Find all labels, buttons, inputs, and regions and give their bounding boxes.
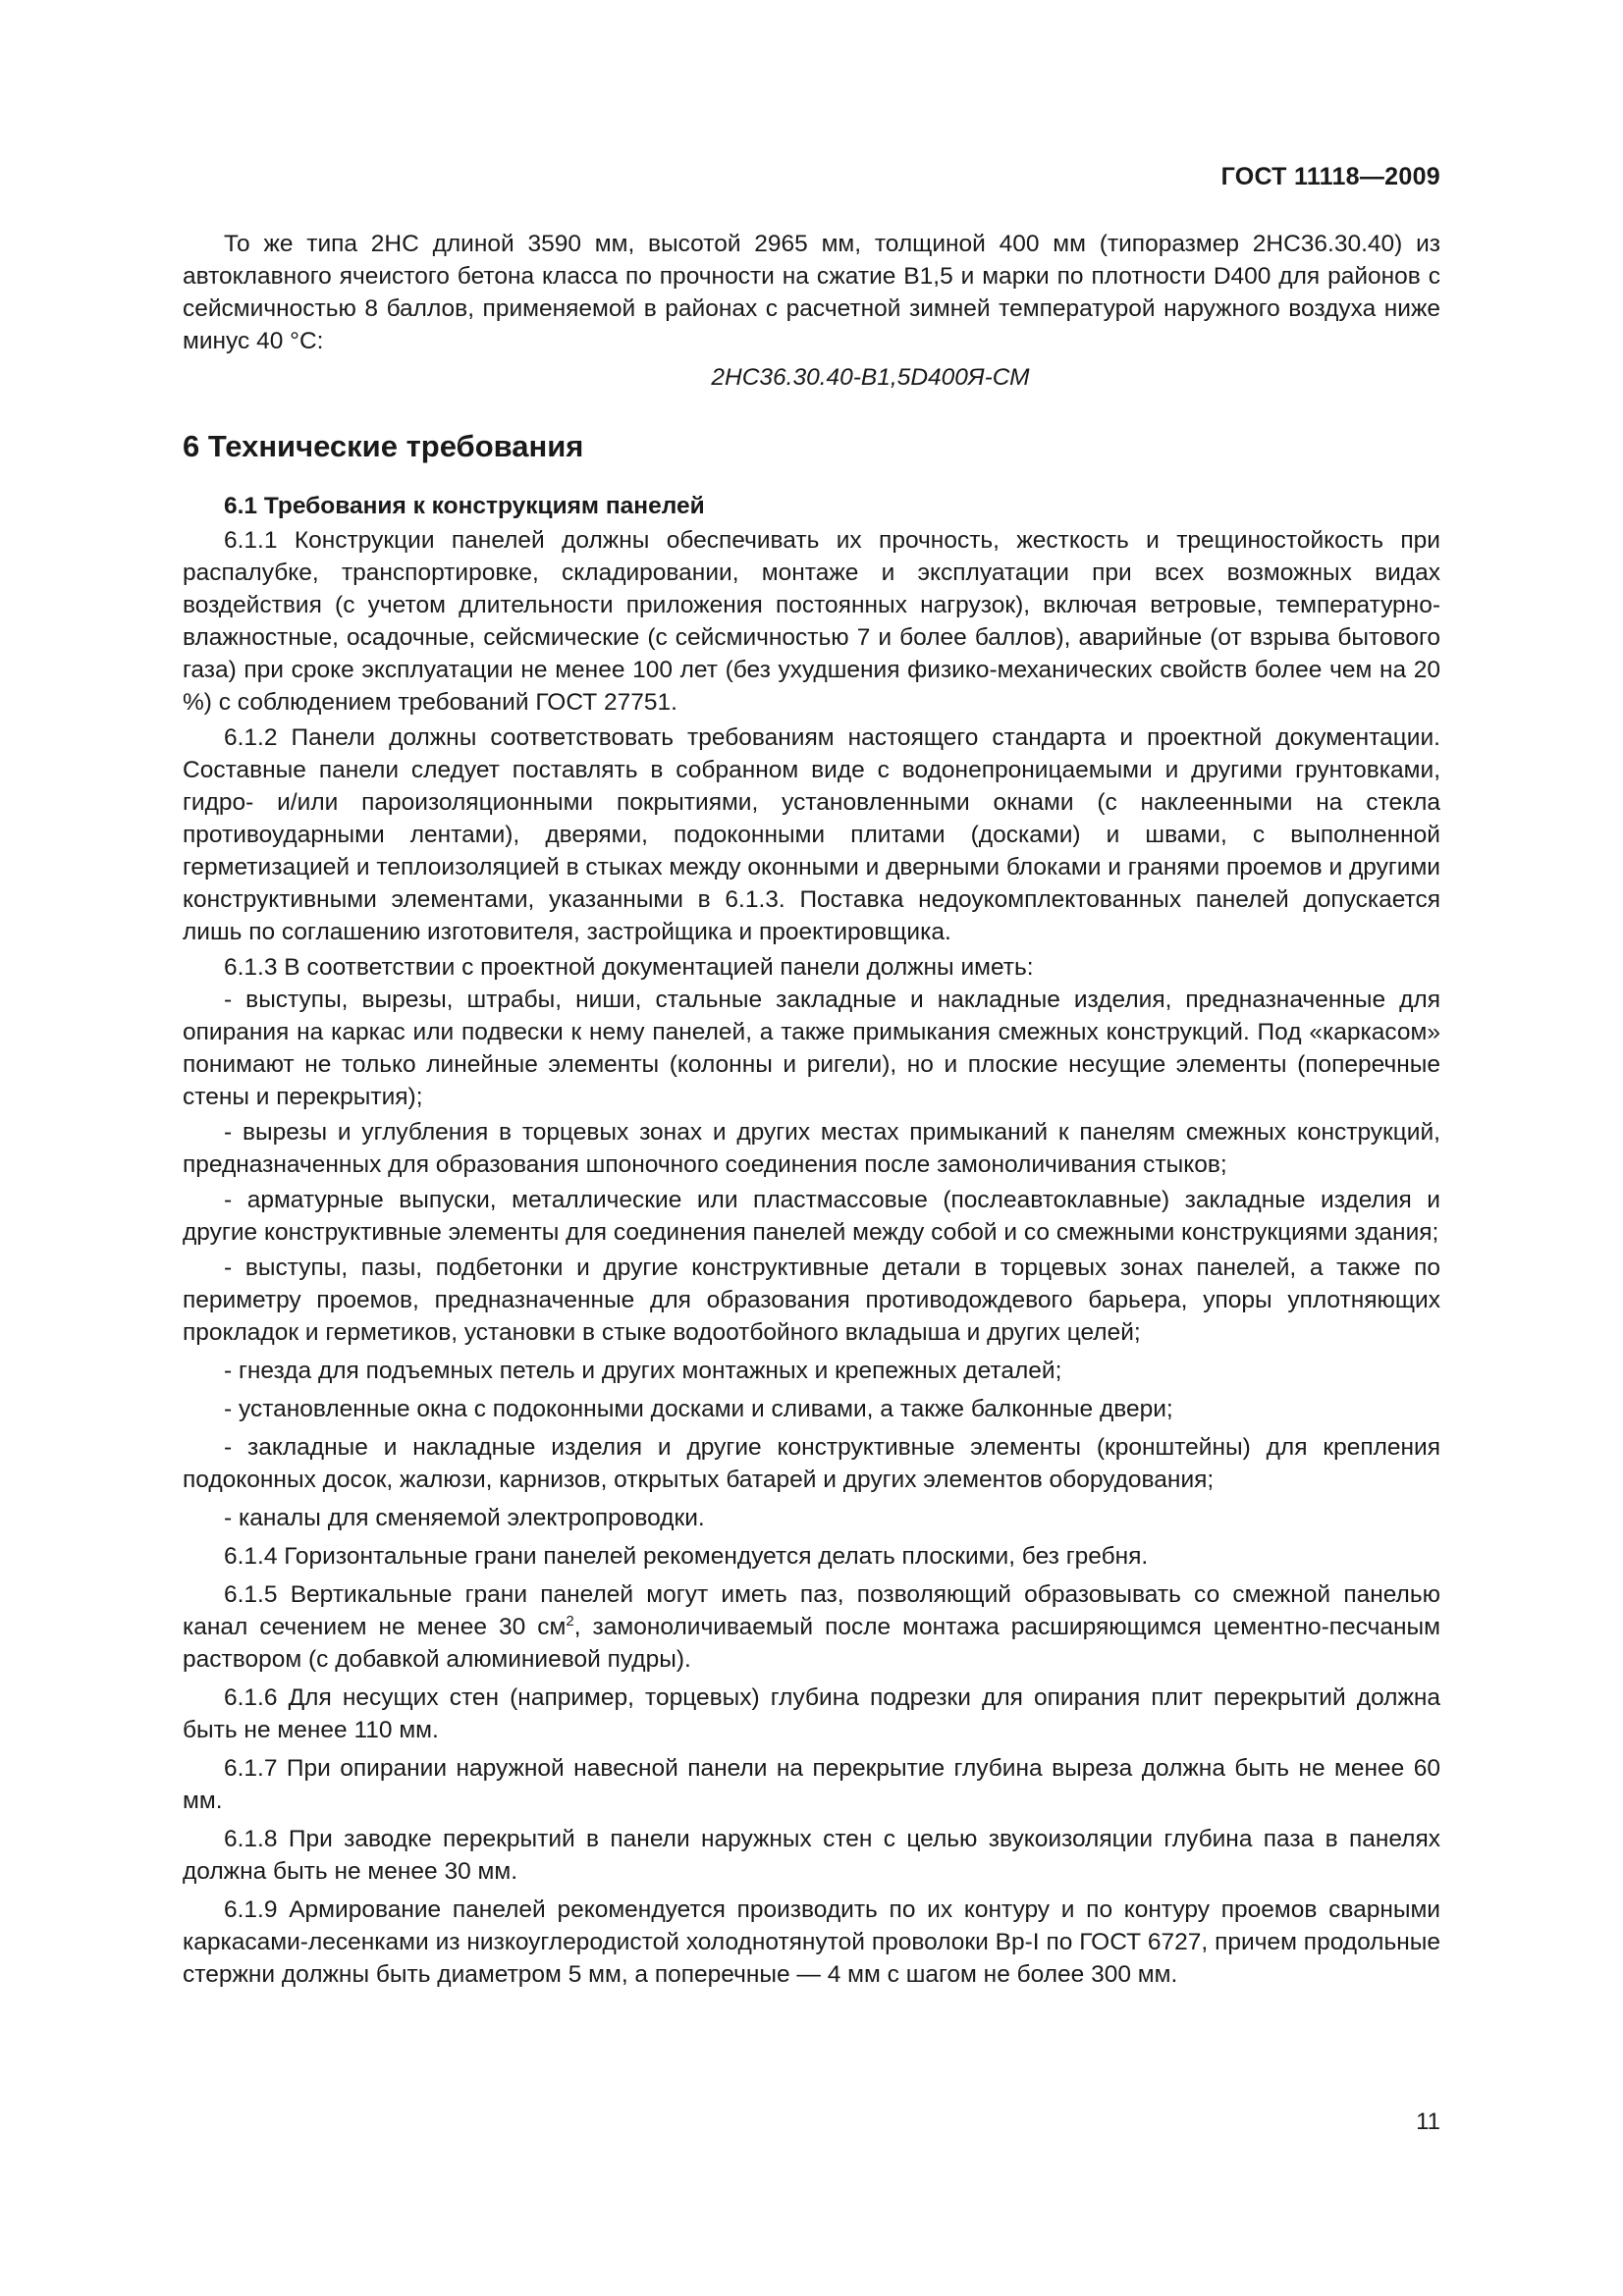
paragraph-6-1-7: 6.1.7 При опирании наружной навесной панели на перекрытие глубина выреза должна быть не менее 60 мм. [183,1755,1440,1814]
list-item: - вырезы и углубления в торцевых зонах и других местах примыканий к панелям смежных конструкций, предназначенных для образования шпоночного соединения после замоноличивания стыков; [183,1119,1440,1178]
paragraph-6-1-1: 6.1.1 Конструкции панелей должны обеспечивать их прочность, жесткость и трещиностойкость при распалубке, транспортировке, складировании, монтаже и эксплуатации при всех возможных видах воздействия (с учетом длительности приложения постоянных нагрузок), включая ветровые, температурно-влажностные, осадочные, сейсмические (с сейсмичностью 7 и более баллов), аварийные (от взрыва бытового газа) при сроке эксплуатации не менее 100 лет (без ухудшения физико-механических свойств более чем на 20 %) с соблюдением требований ГОСТ 27751. [183,527,1440,716]
paragraph-6-1-6: 6.1.6 Для несущих стен (например, торцевых) глубина подрезки для опирания плит перекрытий должна быть не менее 110 мм. [183,1684,1440,1743]
page-content [183,228,1440,1991]
list-item: - установленные окна с подоконными досками и сливами, а также балконные двери; [224,1396,1173,1422]
paragraph-6-1-3: 6.1.3 В соответствии с проектной документацией панели должны иметь: [224,954,1034,981]
document-code: ГОСТ 11118—2009 [1220,163,1440,190]
paragraph-6-1-4: 6.1.4 Горизонтальные грани панелей рекомендуется делать плоскими, без гребня. [224,1543,1149,1570]
list-item: - выступы, пазы, подбетонки и другие конструктивные детали в торцевых зонах панелей, а также по периметру проемов, предназначенные для образования противодождевого барьера, упоры уплотняющих прокладок и герметиков, установки в стыке водоотбойного вкладыша и других целей; [183,1255,1440,1346]
section-title: 6 Технические требования [183,429,584,463]
paragraph-6-1-2: 6.1.2 Панели должны соответствовать требованиям настоящего стандарта и проектной документации. Составные панели следует поставлять в собранном виде с водонепроницаемыми и другими грунтовками, гидро- и/или пароизоляционными покрытиями, установленными окнами (с наклеенными на стекла противоударными лентами), дверями, подоконными плитами (досками) и швами, с выполненной герметизацией и теплоизоляцией в стыках между оконными и дверными блоками и гранями проемов и другими конструктивными элементами, указанными в 6.1.3. Поставка недоукомплектованных панелей допускается лишь по соглашению изготовителя, застройщика и проектировщика. [183,724,1440,945]
list-item: - гнезда для подъемных петель и других монтажных и крепежных деталей; [224,1358,1062,1384]
subsection-title: 6.1 Требования к конструкциям панелей [224,493,705,519]
list-item: - арматурные выпуски, металлические или пластмассовые (послеавтоклавные) закладные изделия и другие конструктивные элементы для соединения панелей между собой и со смежными конструкциями здания; [183,1187,1440,1246]
list-item: - выступы, вырезы, штрабы, ниши, стальные закладные и накладные изделия, предназначенные для опирания на каркас или подвески к нему панелей, а также примыкания смежных конструкций. Под «каркасом» понимают не только линейные элементы (колонны и ригели), но и плоские несущие элементы (поперечные стены и перекрытия); [183,987,1440,1110]
paragraph-6-1-8: 6.1.8 При заводке перекрытий в панели наружных стен с целью звукоизоляции глубина паза в панелях должна быть не менее 30 мм. [183,1826,1440,1885]
intro-paragraph: То же типа 2НС длиной 3590 мм, высотой 2965 мм, толщиной 400 мм (типоразмер 2НС36.30.40) из автоклавного ячеистого бетона класса по прочности на сжатие В1,5 и марки по плотности D400 для районов с сейсмичностью 8 баллов, применяемой в районах с расчетной зимней температурой наружного воздуха ниже минус 40 °С: [183,231,1440,354]
page-number: 11 [1416,2109,1440,2135]
paragraph-6-1-9: 6.1.9 Армирование панелей рекомендуется производить по их контуру и по контуру проемов сварными каркасами-лесенками из низкоуглеродистой холоднотянутой проволоки Вр-I по ГОСТ 6727, причем продольные стержни должны быть диаметром 5 мм, а поперечные — 4 мм с шагом не более 300 мм. [183,1896,1440,1988]
list-item: - каналы для сменяемой электропроводки. [224,1505,705,1531]
superscript: 2 [566,1612,574,1629]
paragraph-6-1-5-text-b: , замоноличиваемый после монтажа расширяющимся цементно-песчаным раствором (с добавкой алюминиевой пудры). [183,1614,1440,1673]
designation-example: 2НС36.30.40-В1,5D400Я-СМ [711,364,1030,391]
paragraph-6-1-5 [183,1578,1440,1676]
paragraph-6-1-5-text-a: 6.1.5 Вертикальные грани панелей могут иметь паз, позволяющий образовывать со смежной панелью канал сечением не менее 30 см [183,1581,1440,1640]
list-item: - закладные и накладные изделия и другие конструктивные элементы (кронштейны) для крепления подоконных досок, жалюзи, карнизов, открытых батарей и других элементов оборудования; [183,1434,1440,1493]
